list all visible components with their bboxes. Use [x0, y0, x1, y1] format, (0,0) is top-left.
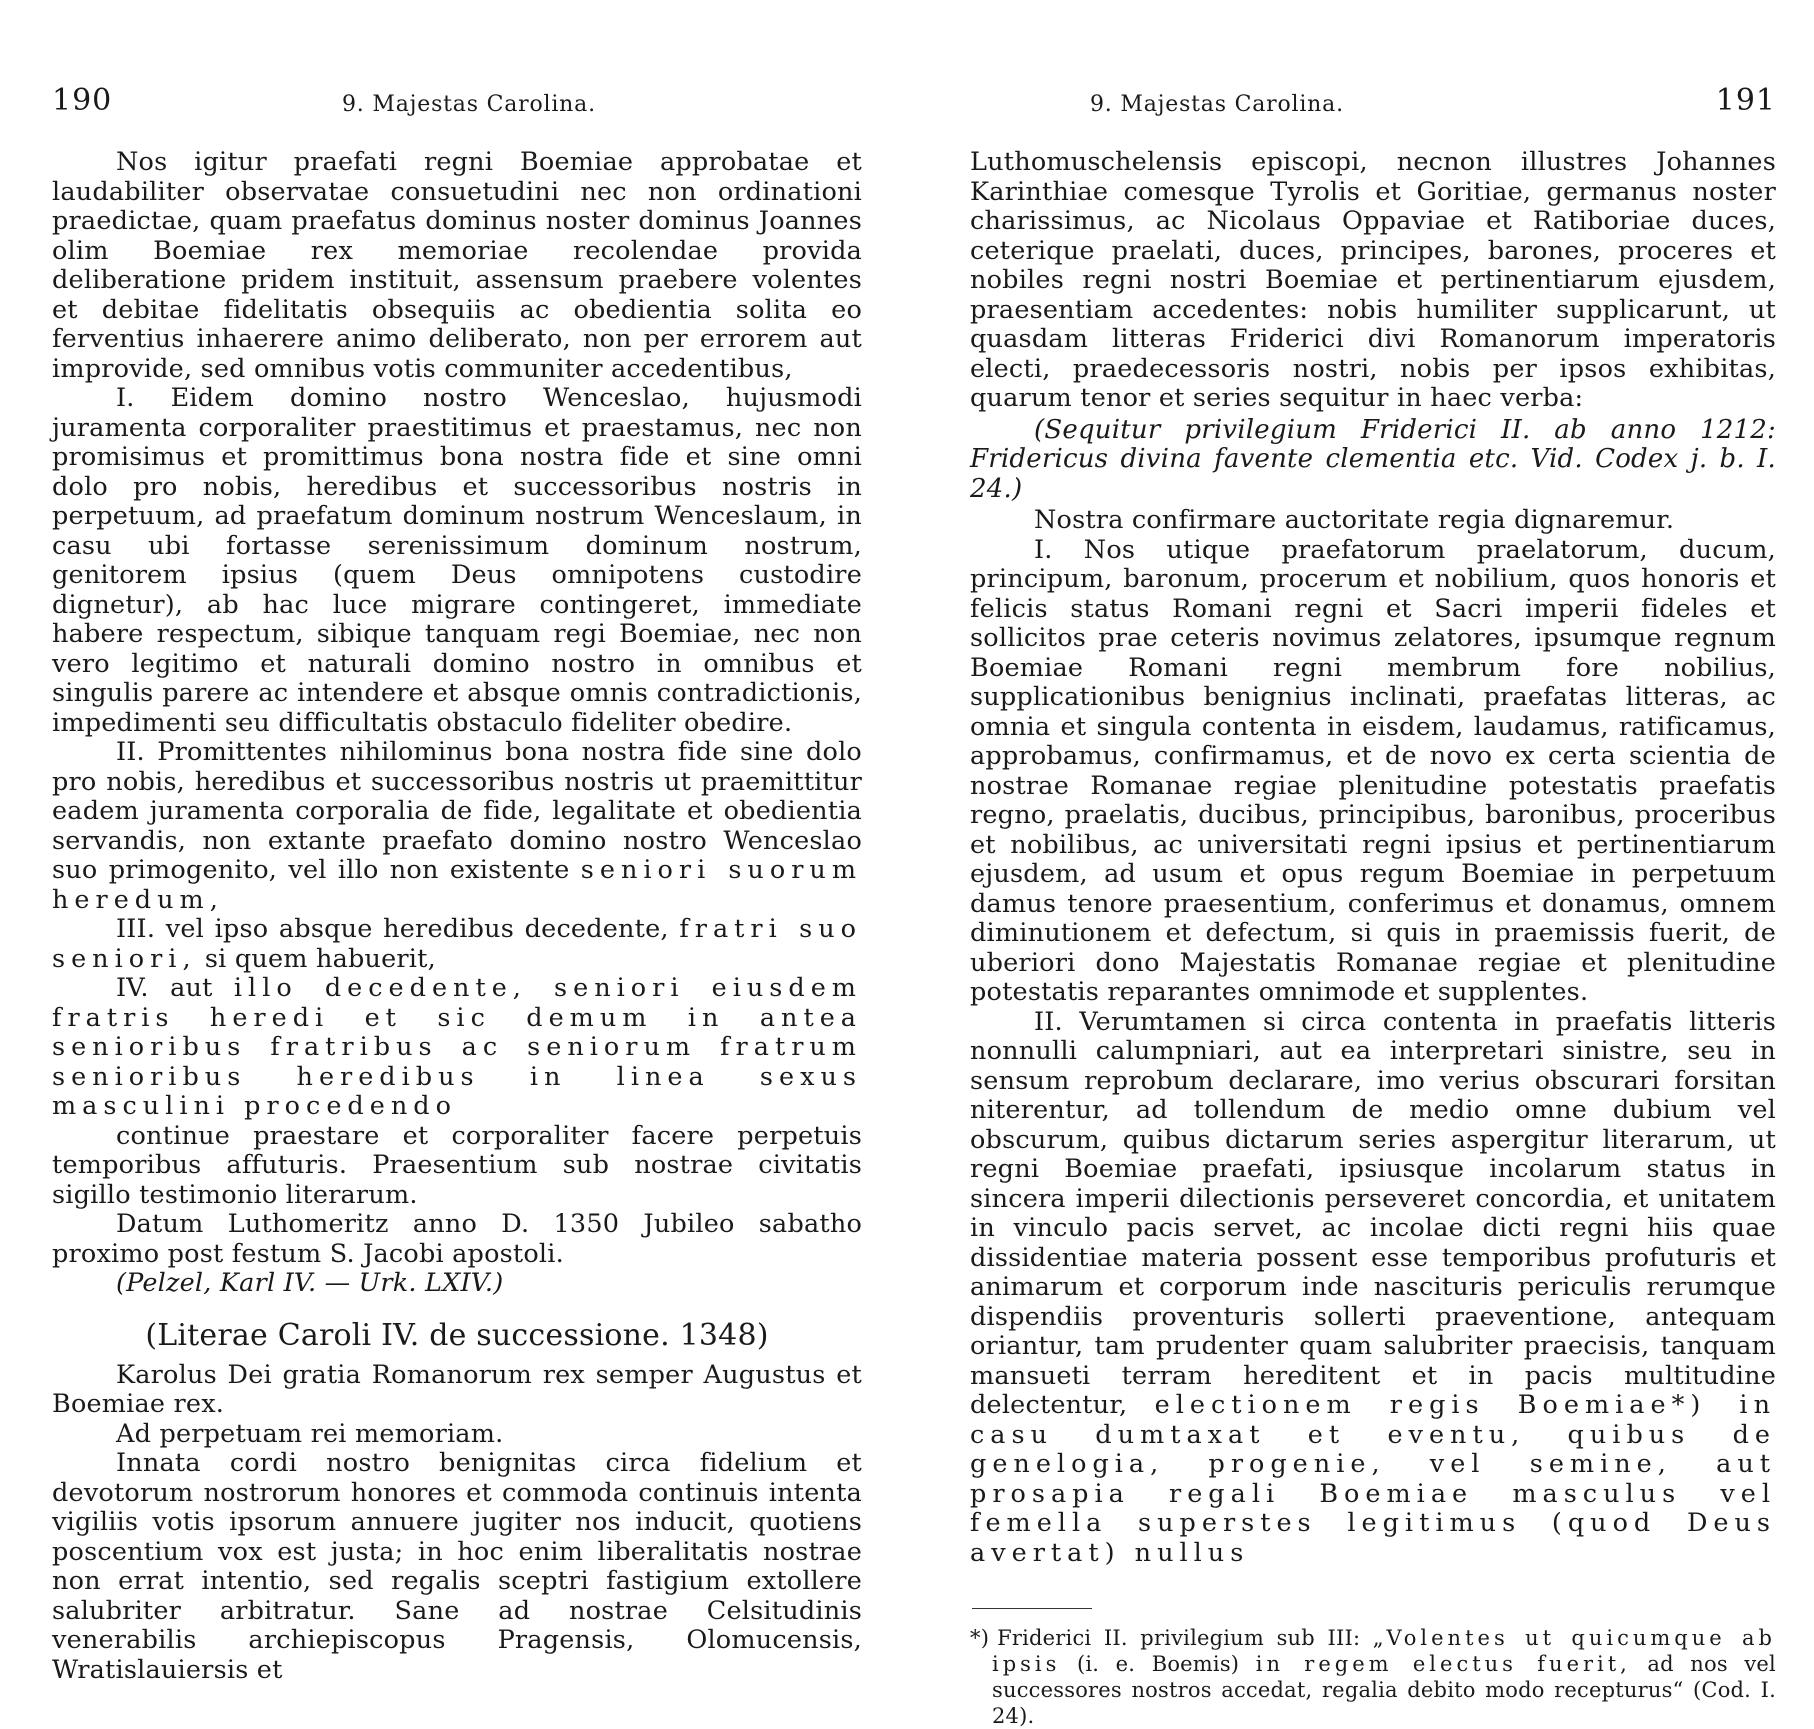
paragraph-II-spaced: electionem regis Boemiae*) in casu dumtaxat et eventu, quibus de genelogia, progenie, vel semine, aut prosapia regali Boemiae masculus vel femella superstes legitimus (quod Deus avertat) nullus — [970, 1390, 1776, 1568]
paragraph-continue: continue praestare et corporaliter facere perpetuis temporibus affuturis. Praesentium sub nostrae civitatis sigillo testimonio literarum. — [52, 1120, 862, 1210]
paragraph-III-b: si quem habuerit, — [204, 943, 436, 974]
paragraph-ad-perpetuam: Ad perpetuam rei memoriam. — [116, 1418, 504, 1449]
source-reference: (Pelzel, Karl IV. — Urk. LXIV.) — [116, 1268, 504, 1298]
paragraph-continuation: Luthomuschelensis episcopi, necnon illustres Johannes Karinthiae comesque Tyrolis et Goritiae, germanus noster charissimus, ac Nicolaus Oppaviae et Ratiboriae duces, ceterique praelati, duces, principes, barones, proceres et nobiles regni nostri Boemiae et pertinentiarum ejusdem, praesentiam accedentes: nobis humiliter supplicarunt, ut quasdam litteras Friderici divi Romanorum imperatoris electi, praedecessoris nostri, nobis per ipsos exhibitas, quarum tenor et series sequitur in haec verba: — [970, 147, 1776, 413]
running-title: 9. Majestas Carolina. — [342, 92, 596, 117]
right-page-header — [970, 83, 1776, 126]
paragraph-innata: Innata cordi nostro benignitas circa fidelium et devotorum nostrorum honores et commoda continuis intenta vigiliis votis ipsorum annuere jugiter nos inducit, quotiens poscentium vox est justa; in hoc enim liberalitatis nostrae non errat intentio, sed regalis sceptri fastigium extollere salubriter arbitratur. Sane ad nostrae Celsitudinis venerabilis archiepiscopus Pragensis, Olomucensis, Wratislauiersis et — [52, 1448, 862, 1685]
left-page-header — [52, 83, 862, 126]
footnote-text-a: Friderici II. privilegium sub III: — [997, 1626, 1361, 1650]
footnote-text-b: (i. e. Boemis) — [1076, 1652, 1240, 1676]
paragraph-intro: Nos igitur praefati regni Boemiae approbatae et laudabiliter observatae consuetudini nec non ordinationi praedictae, quam praefatus dominus noster dominus Joannes olim Boemiae rex memoriae recolendae provida deliberatione pridem instituit, assensum praebere volentes et debitae fidelitatis obsequiis ac obedientia solita eo ferventius inhaerere animo deliberato, non per errorem aut improvide, sed omnibus votis communiter accedentibus, — [52, 147, 862, 384]
footnote-spaced: „Volentes ut quicumque ab ipsis — [992, 1626, 1776, 1676]
footnote-divider — [972, 1608, 1092, 1609]
footnote-spaced-2: in regem electus fuerit, — [1255, 1652, 1631, 1676]
right-page — [970, 83, 1776, 1729]
paragraph-I: I. Nos utique praefatorum praelatorum, ducum, principum, baronum, procerum et nobilium, quos honoris et felicis status Romani regni et Sacri imperii fideles et sollicitos prae ceteris novimus zelatores, ipsumque regnum Boemiae Romani regni membrum fore nobilius, supplicationibus benignius inclinati, praefatas litteras, ac omnia et singula contenta in eisdem, laudamus, ratificamus, approbamus, confirmamus, et de novo ex certa scientia de nostrae Romanae regiae plenitudine potestatis praefatis regno, praelatis, ducibus, principibus, baronibus, proceribus et nobilibus, ac universitati regni ipsius et pertinentiarum ejusdem, ad usum et opus regum Boemiae in perpetuum damus tenore praesentium, conferimus et donamus, omnem diminutionem et defectum, si quis in praemissis fuerit, de uberiori dono Majestatis Romanae regiae et plenitudine potestatis reparantes omnimode et supplentes. — [970, 534, 1776, 1007]
page-number: 190 — [52, 83, 113, 118]
paragraph-III-a: III. vel ipso absque heredibus decedente, — [116, 914, 669, 944]
paragraph-IV — [52, 974, 862, 1122]
footnote-marker: *) — [970, 1626, 990, 1650]
paragraph-II-text: II. Promittentes nihilominus bona nostra fide sine dolo pro nobis, heredibus et successoribus nostris ut praemittitur eadem juramenta corporalia de fide, legalitate et obedientia servandis, non extante praefato domino nostro Wenceslao suo primogenito, vel illo non existente — [52, 737, 862, 885]
paragraph-IV-spaced: illo decedente, seniori eiusdem fratris heredi et sic demum in antea senioribus fratribus ac seniorum fratrum senioribus heredibus in linea sexus masculini procedendo — [52, 973, 862, 1121]
paragraph-II — [970, 1008, 1776, 1569]
paragraph-III — [52, 915, 862, 974]
paragraph-IV-a: IV. aut — [116, 973, 213, 1003]
paragraph-datum: Datum Luthomeritz anno D. 1350 Jubileo sabatho proximo post festum S. Jacobi apostoli. — [52, 1209, 862, 1269]
paragraph-nostra: Nostra confirmare auctoritate regia dignaremur. — [1034, 505, 1675, 535]
page-number: 191 — [1715, 83, 1776, 118]
footnote — [970, 1625, 1776, 1729]
citation: (Sequitur privilegium Friderici II. ab anno 1212: Fridericus divina favente clementia etc. Vid. Codex j. b. I. 24.) — [970, 414, 1776, 504]
running-title: 9. Majestas Carolina. — [1090, 92, 1344, 117]
paragraph-karolus: Karolus Dei gratia Romanorum rex semper Augustus et Boemiae rex. — [52, 1359, 862, 1419]
section-title: (Literae Caroli IV. de successione. 1348) — [145, 1317, 769, 1353]
left-page — [52, 83, 863, 1685]
footnote-text-c: ad nos vel successores nostros accedat, regalia debito modo recepturus“ (Cod. I. 24). — [992, 1652, 1776, 1728]
paragraph-II-text: II. Verumtamen si circa contenta in praefatis litteris nonnulli calumpniari, aut ea interpretari sinistre, seu in sensum reprobum declarare, imo verius obscurari forsitan niterentur, ad tollendum de medio omne dubium vel obscurum, quibus dictarum series aspergitur literarum, ut regni Boemiae praefati, ipsiusque incolarum status in sincera imperii dilectionis perseveret concordia, et unitatem in vinculo pacis servet, ac incolae dicti regni hiis quae dissidentiae materia possent esse temporibus profuturis et animarum et corporum inde nascituris periculis rerumque dispendiis proventuris sollerti praeventione, antequam oriantur, tam prudenter quam salubriter praecisis, tanquam mansueti terram hereditent et in pacis multitudine delectentur, — [970, 1006, 1776, 1420]
paragraph-II — [52, 738, 862, 915]
paragraph-III-spaced: fratri suo seniori, — [52, 914, 863, 974]
paragraph-II-spaced: seniori suorum heredum, — [52, 855, 862, 915]
paragraph-I: I. Eidem domino nostro Wenceslao, hujusmodi juramenta corporaliter praestitimus et praestamus, nec non promisimus et promittimus bona nostra fide et sine omni dolo pro nobis, heredibus et successoribus nostris in perpetuum, ad praefatum dominum nostrum Wenceslaum, in casu ubi fortasse serenissimum dominum nostrum, genitorem ipsius (quem Deus omnipotens custodire dignetur), ab hac luce migrare contingeret, immediate habere respectum, sibique tanquam regi Boemiae, nec non vero legitimo et naturali domino nostro in omnibus et singulis parere ac intendere et absque omnis contradictionis, impedimenti seu difficultatis obstaculo fideliter obedire. — [52, 383, 862, 738]
